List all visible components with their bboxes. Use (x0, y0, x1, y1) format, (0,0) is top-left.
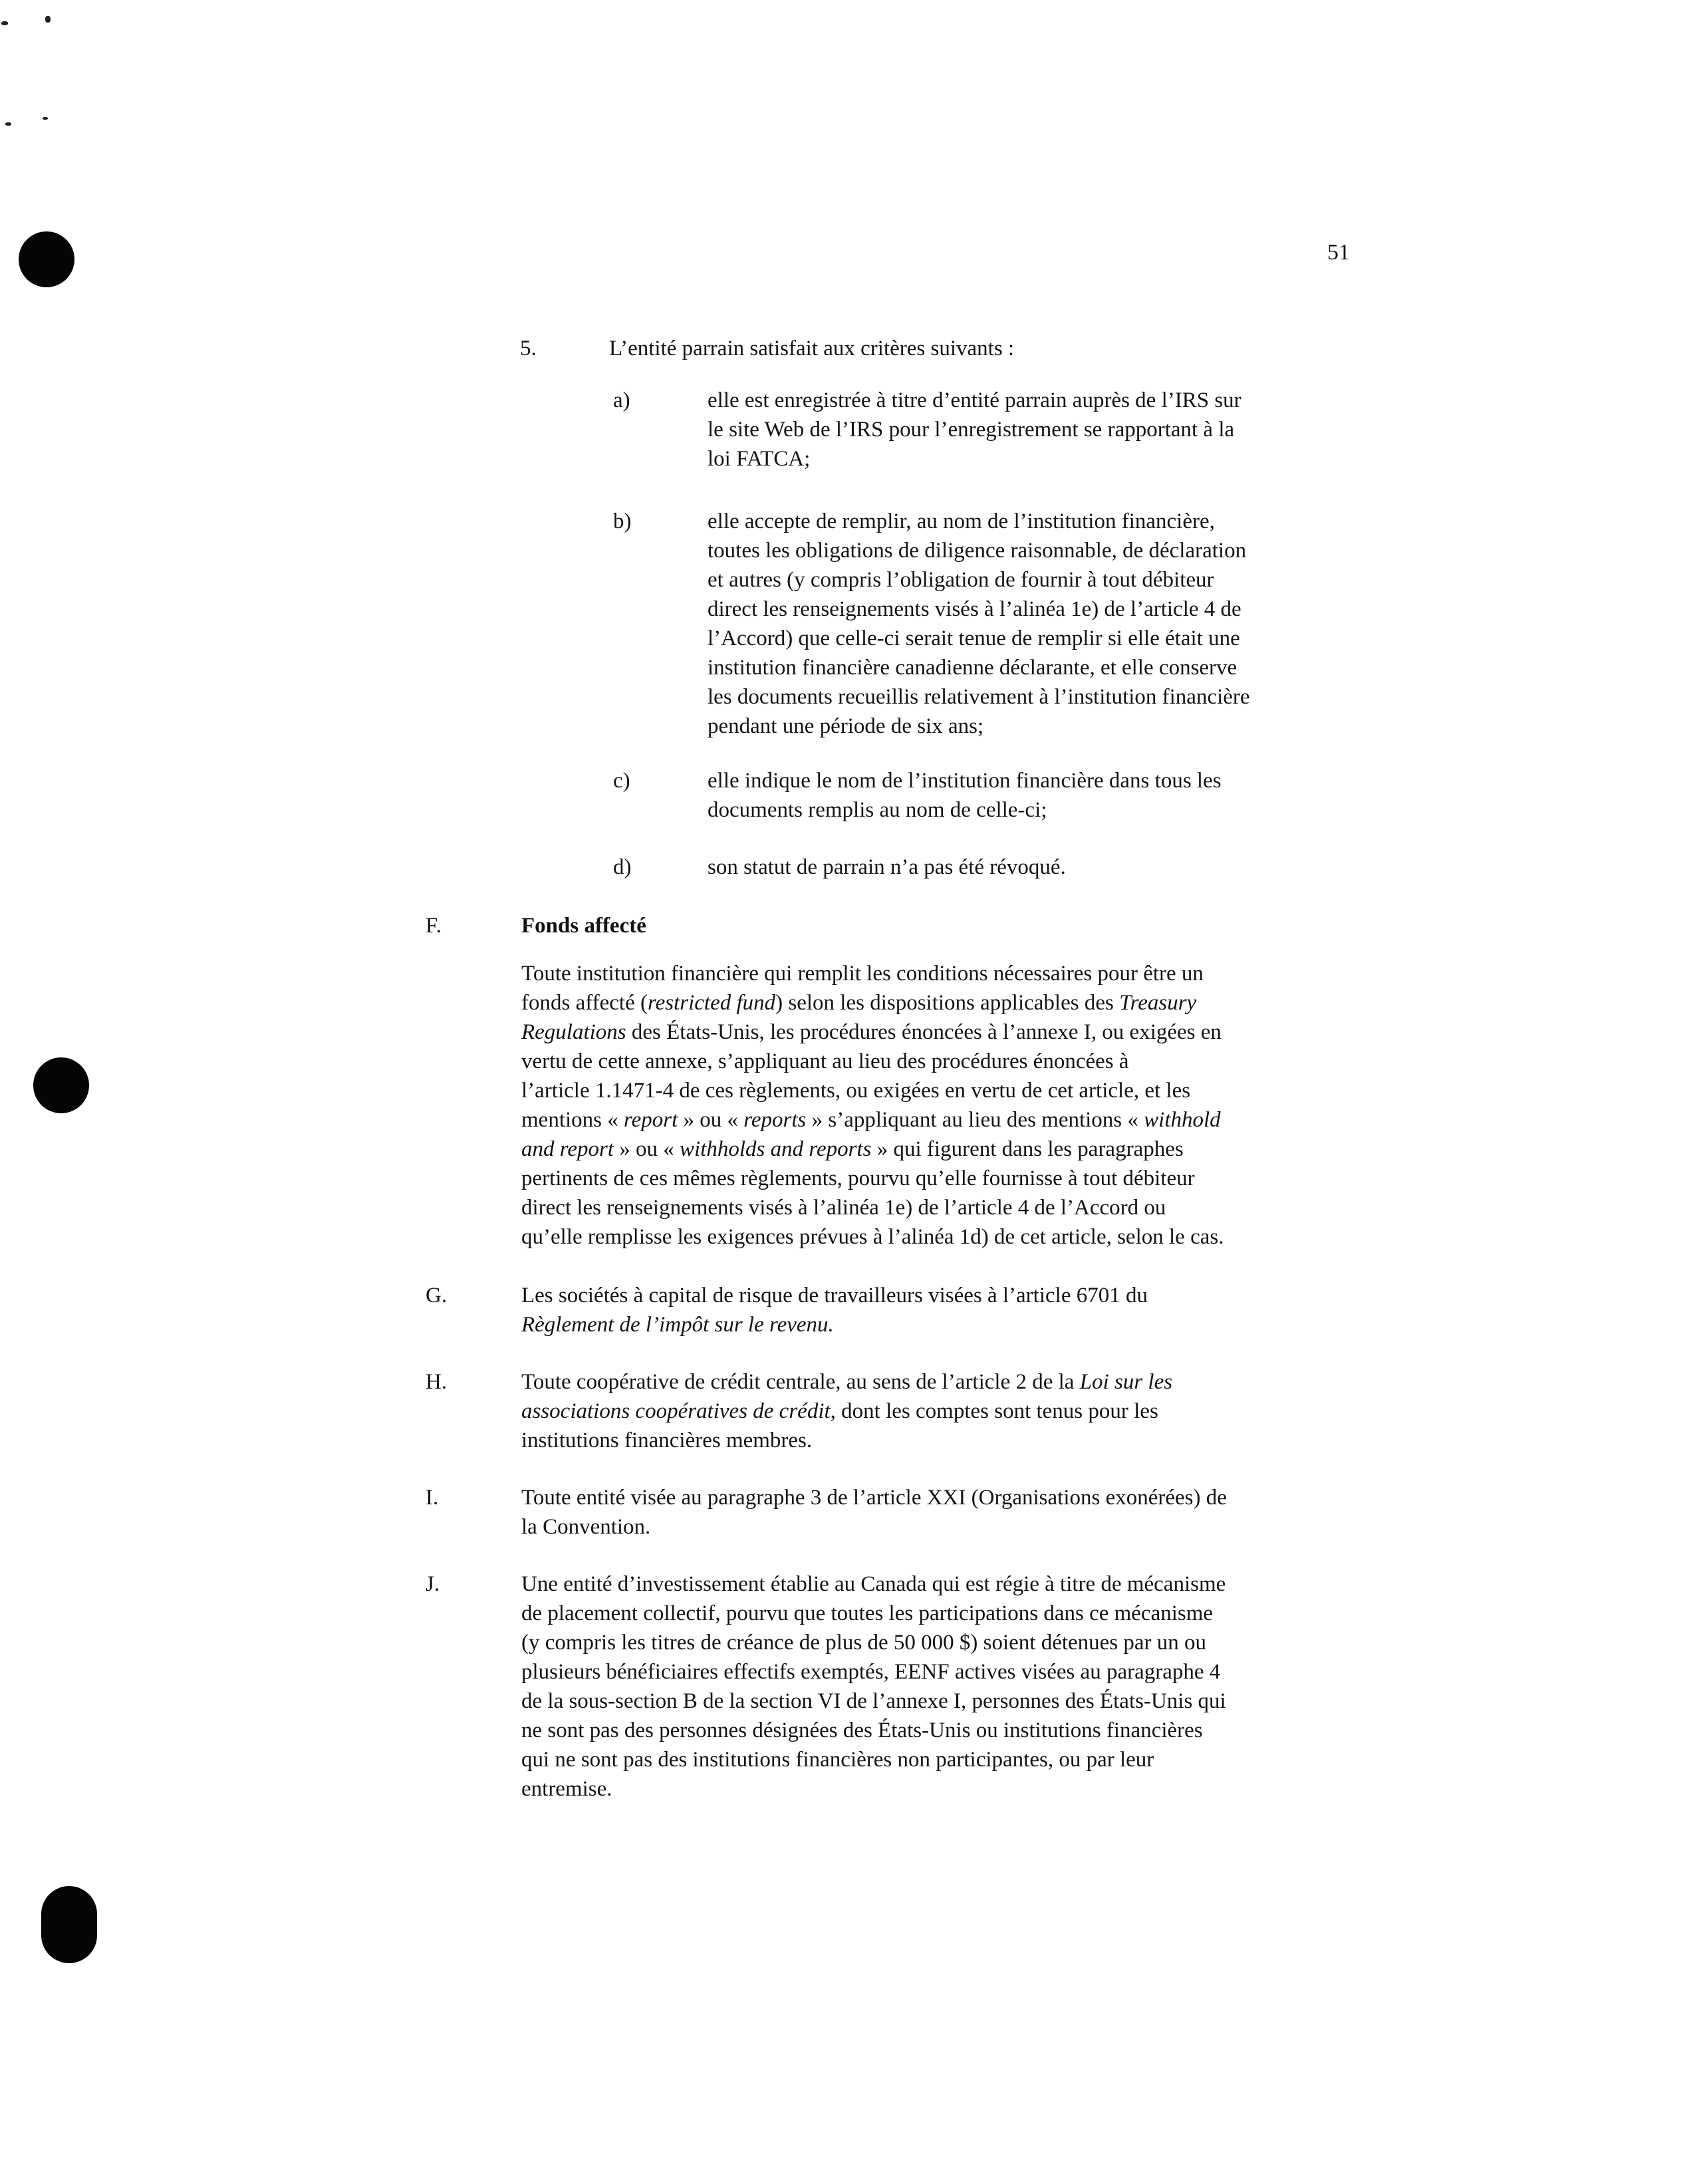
subitem-b-line: direct les renseignements visés à l’alinéa 1e) de l’article 4 de (708, 597, 1241, 621)
section-f-line: Regulations des États-Unis, les procédures énoncées à l’annexe I, ou exigées en (521, 1020, 1222, 1044)
section-f-line: direct les renseignements visés à l’alinéa 1e) de l’article 4 de l’Accord ou (521, 1196, 1166, 1220)
item-5-text: L’entité parrain satisfait aux critères suivants : (609, 337, 1015, 360)
scan-speck (45, 16, 51, 23)
section-h-line: institutions financières membres. (521, 1429, 813, 1452)
section-f-line: vertu de cette annexe, s’appliquant au lieu des procédures énoncées à (521, 1049, 1129, 1073)
section-f-line: and report » ou « withholds and reports » qui figurent dans les paragraphes (521, 1137, 1184, 1161)
punch-hole-top (19, 231, 74, 287)
subitem-a-line: elle est enregistrée à titre d’entité parrain auprès de l’IRS sur (708, 388, 1241, 412)
subitem-d-text (708, 853, 1066, 882)
section-j-line: de la sous-section B de la section VI de l’annexe I, personnes des États-Unis qui (521, 1689, 1226, 1713)
section-f-heading: Fonds affecté (521, 914, 646, 938)
section-i-text (521, 1483, 1227, 1542)
subitem-b-line: elle accepte de remplir, au nom de l’institution financière, (708, 509, 1215, 533)
section-f-line: Toute institution financière qui remplit les conditions nécessaires pour être un (521, 962, 1204, 986)
section-h-line: Toute coopérative de crédit centrale, au sens de l’article 2 de la Loi sur les (521, 1370, 1173, 1394)
section-j-line: qui ne sont pas des institutions financières non participantes, ou par leur (521, 1748, 1154, 1772)
subitem-b-line: toutes les obligations de diligence raisonnable, de déclaration (708, 539, 1247, 563)
section-i-line: la Convention. (521, 1515, 651, 1539)
section-g-line: Les sociétés à capital de risque de travailleurs visées à l’article 6701 du (521, 1284, 1148, 1307)
section-g-text (521, 1281, 1148, 1339)
subitem-d-marker: d) (613, 855, 632, 879)
section-h-text (521, 1367, 1172, 1455)
section-f-marker: F. (426, 914, 442, 938)
subitem-b-line: l’Accord) que celle-ci serait tenue de remplir si elle était une (708, 626, 1240, 650)
scan-speck (1, 21, 8, 25)
section-j-line: plusieurs bénéficiaires effectifs exemptés, EENF actives visées au paragraphe 4 (521, 1660, 1221, 1684)
scan-speck (5, 122, 11, 126)
subitem-b-text (708, 507, 1250, 741)
section-f-line: l’article 1.1471-4 de ces règlements, ou exigées en vertu de cet article, et les (521, 1079, 1191, 1103)
punch-hole-middle (33, 1057, 89, 1113)
subitem-c-marker: c) (613, 769, 630, 793)
scan-speck (43, 117, 48, 120)
section-g-line: Règlement de l’impôt sur le revenu. (521, 1313, 834, 1337)
section-j-marker: J. (426, 1572, 440, 1596)
section-h-marker: H. (426, 1370, 448, 1394)
subitem-b-line: et autres (y compris l’obligation de fournir à tout débiteur (708, 568, 1214, 592)
page-number: 51 (1327, 240, 1350, 265)
section-f-line: qu’elle remplisse les exigences prévues à l’alinéa 1d) de cet article, selon le cas. (521, 1225, 1224, 1249)
subitem-a-line: le site Web de l’IRS pour l’enregistrement se rapportant à la (708, 418, 1235, 442)
section-f-line: fonds affecté (restricted fund) selon les dispositions applicables des Treasury (521, 991, 1197, 1015)
subitem-c-line: elle indique le nom de l’institution financière dans tous les (708, 769, 1222, 793)
subitem-a-line: loi FATCA; (708, 447, 811, 471)
section-j-line: ne sont pas des personnes désignées des États-Unis ou institutions financières (521, 1718, 1203, 1742)
subitem-c-text (708, 766, 1222, 825)
section-f-paragraph (521, 959, 1224, 1252)
section-f-line: mentions « report » ou « reports » s’appliquant au lieu des mentions « withhold (521, 1108, 1221, 1132)
punch-hole-bottom (41, 1886, 97, 1963)
section-j-text (521, 1570, 1226, 1804)
section-f-line: pertinents de ces mêmes règlements, pourvu qu’elle fournisse à tout débiteur (521, 1166, 1195, 1190)
section-h-line: associations coopératives de crédit, dont les comptes sont tenus pour les (521, 1399, 1158, 1423)
item-5-marker: 5. (520, 337, 537, 360)
subitem-c-line: documents remplis au nom de celle-ci; (708, 798, 1047, 822)
subitem-b-marker: b) (613, 509, 632, 533)
subitem-b-line: institution financière canadienne déclarante, et elle conserve (708, 656, 1237, 680)
subitem-b-line: pendant une période de six ans; (708, 714, 984, 738)
section-j-line: Une entité d’investissement établie au Canada qui est régie à titre de mécanisme (521, 1572, 1226, 1596)
section-j-line: (y compris les titres de créance de plus de 50 000 $) soient détenues par un ou (521, 1631, 1207, 1655)
section-j-line: entremise. (521, 1777, 612, 1801)
subitem-a-text (708, 386, 1241, 474)
section-i-line: Toute entité visée au paragraphe 3 de l’article XXI (Organisations exonérées) de (521, 1486, 1227, 1510)
subitem-b-line: les documents recueillis relativement à l’institution financière (708, 685, 1250, 709)
section-j-line: de placement collectif, pourvu que toutes les participations dans ce mécanisme (521, 1601, 1214, 1625)
subitem-d-line: son statut de parrain n’a pas été révoqué. (708, 855, 1066, 879)
section-g-marker: G. (426, 1284, 448, 1307)
section-i-marker: I. (426, 1486, 439, 1510)
subitem-a-marker: a) (613, 388, 630, 412)
